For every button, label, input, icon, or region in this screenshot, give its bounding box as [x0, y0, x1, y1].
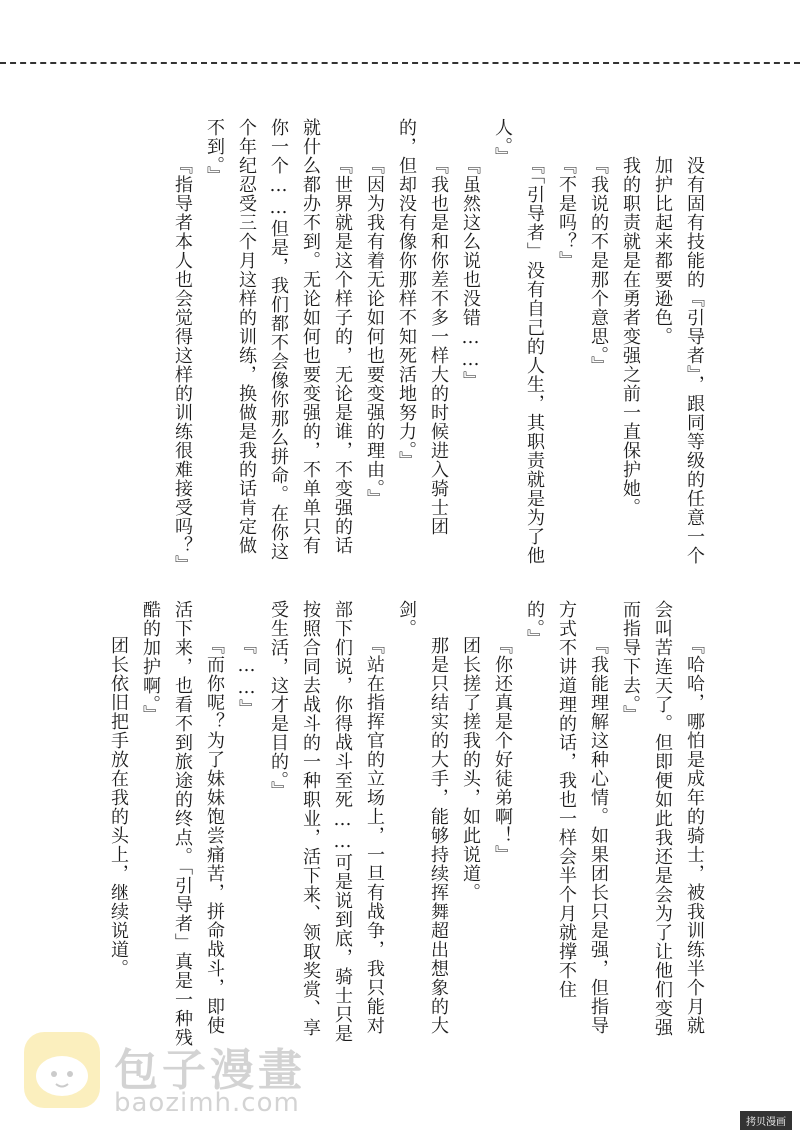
watermark-title: 包子漫畫	[114, 1045, 306, 1096]
text-column: 按照合同去战斗的一种职业，活下来、领取奖赏、享	[300, 600, 321, 1037]
text-column: 的。』	[524, 600, 545, 648]
dashed-divider	[0, 62, 800, 64]
text-column: 酷的加护啊。』	[140, 600, 161, 724]
text-column: 『不是吗？』	[556, 156, 577, 270]
text-column: 『站在指挥官的立场上，一旦有战争，我只能对	[364, 636, 385, 1035]
text-column: 我的职责就是在勇者变强之前一直保护她。	[620, 156, 641, 517]
text-column: 人。』	[492, 118, 513, 166]
text-column: 部下们说，你得战斗至死……可是说到底，骑士只是	[332, 600, 353, 1043]
text-column: 而指导下去。』	[620, 600, 641, 724]
text-column: 团长依旧把手放在我的头上，继续说道。	[108, 636, 129, 978]
text-column: 活下来，也看不到旅途的终点。「引导者」真是一种残	[172, 600, 193, 1047]
text-column: 那是只结实的大手，能够持续挥舞超出想象的大	[428, 636, 449, 1035]
text-column: 『……』	[236, 636, 257, 718]
bun-logo-icon	[24, 1032, 100, 1108]
watermark-url: baozimh.com	[114, 1088, 300, 1118]
site-watermark	[24, 1032, 334, 1122]
text-column: 『哈哈，哪怕是成年的骑士，被我训练半个月就	[684, 636, 705, 1035]
text-column: 『虽然这么说也没错……』	[460, 156, 481, 390]
text-column: 『「引导者」没有自己的人生，其职责就是为了他	[524, 156, 545, 565]
text-column: 团长搓了搓我的头，如此说道。	[460, 636, 481, 902]
text-column: 『我能理解这种心情。如果团长只是强，但指导	[588, 636, 609, 1035]
text-column: 不到。』	[204, 118, 225, 185]
text-column: 加护比起来都要逊色。	[652, 156, 673, 346]
text-column: 方式不讲道理的话，我也一样会半个月就撑不住	[556, 600, 577, 999]
text-column: 你一个……但是，我们都不会像你那么拼命。在你这	[268, 118, 289, 561]
text-column: 『世界就是这个样子的，无论是谁，不变强的话	[332, 156, 353, 555]
corner-tag: 拷贝漫画	[740, 1111, 792, 1130]
text-column: 就什么都办不到。无论如何也要变强的，不单单只有	[300, 118, 321, 555]
text-column: 的，但却没有像你那样不知死活地努力。』	[396, 118, 417, 470]
text-column: 个年纪忍受三个月这样的训练，换做是我的话肯定做	[236, 118, 257, 555]
text-column: 『你还真是个好徒弟啊！』	[492, 636, 513, 864]
text-column: 剑。	[396, 600, 417, 638]
text-column: 『指导者本人也会觉得这样的训练很难接受吗？』	[172, 156, 193, 574]
text-column: 『我说的不是那个意思。』	[588, 156, 609, 375]
text-column: 受生活，这才是目的。』	[268, 600, 289, 800]
text-column: 会叫苦连天了。但即便如此我还是会为了让他们变强	[652, 600, 673, 1037]
text-column: 『我也是和你差不多一样大的时候进入骑士团	[428, 156, 449, 536]
text-column: 『因为我有着无论如何也要变强的理由。』	[364, 156, 385, 508]
text-column: 『而你呢？为了妹妹饱尝痛苦，拼命战斗，即使	[204, 636, 225, 1035]
text-column: 没有固有技能的『引导者』，跟同等级的任意一个	[684, 156, 705, 565]
